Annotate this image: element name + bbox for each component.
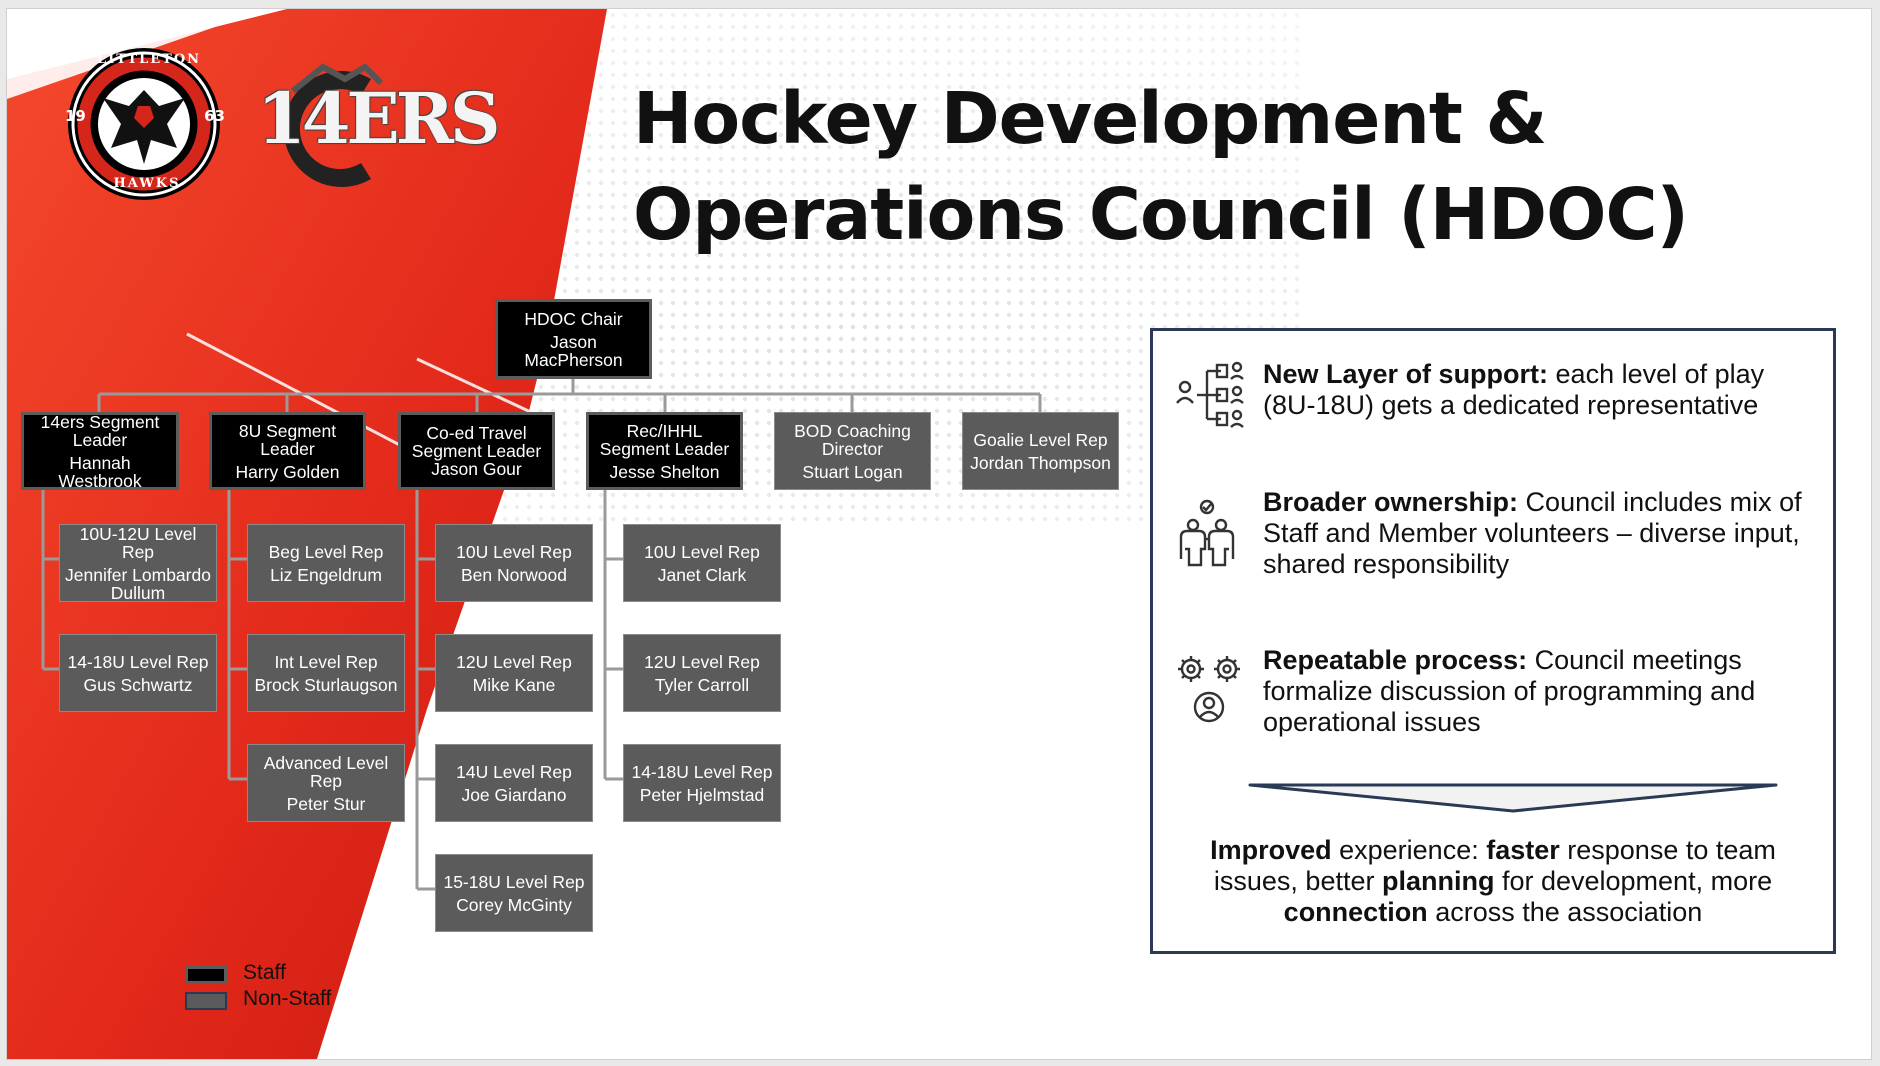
- node-title: 14-18U Level Rep: [67, 651, 209, 672]
- node-title: 14U Level Rep: [456, 761, 572, 782]
- legend-nonstaff-swatch: [185, 992, 227, 1010]
- org-node-level-rep: [435, 524, 593, 602]
- conclusion-arrow: [1248, 781, 1778, 815]
- org-node-level-rep: [623, 634, 781, 712]
- node-name: Jason Gour: [431, 459, 522, 479]
- node-title: Int Level Rep: [274, 651, 378, 672]
- node-title: 12U Level Rep: [644, 651, 760, 672]
- org-node-chair: [495, 299, 652, 379]
- benefit-broader-ownership: Broader ownership: Council includes mix of Staff and Member volunteers – diverse input, shared responsibility: [1263, 487, 1802, 579]
- org-node-level-rep: [623, 524, 781, 602]
- legend-staff-swatch: [185, 966, 227, 984]
- title-line-2: Operations Council (HDOC): [633, 173, 1689, 256]
- node-name: Joe Giardano: [461, 784, 567, 805]
- node-title: 14ers Segment Leader: [40, 411, 160, 450]
- benefit-new-layer: New Layer of support: each level of play (8U-18U) gets a dedicated representative: [1263, 359, 1765, 420]
- benefit-repeatable-process: Repeatable process: Council meetings formalize discussion of programming and operational issues: [1263, 645, 1756, 737]
- node-name: Ben Norwood: [460, 564, 568, 585]
- org-hierarchy-icon: [1175, 359, 1247, 431]
- org-node-level-rep: [247, 524, 405, 602]
- fourteeners-wordmark: 14ERS: [257, 77, 497, 160]
- title-line-1: Hockey Development &: [633, 77, 1547, 160]
- node-title: 15-18U Level Rep: [443, 871, 585, 892]
- org-node-bod-coaching-director: [774, 412, 931, 490]
- node-title: Advanced Level Rep: [263, 752, 389, 791]
- conclusion-text: Improved experience: faster response to team issues, better planning for development, more connection across the association: [1210, 835, 1776, 927]
- org-node-goalie-level-rep: [962, 412, 1119, 490]
- node-name: Hannah Westbrook: [58, 452, 142, 491]
- node-title: Rec/IHHL Segment Leader: [599, 420, 730, 459]
- org-node-level-rep: [435, 744, 593, 822]
- node-name: Peter Hjelmstad: [639, 784, 765, 805]
- node-name: Mike Kane: [472, 674, 556, 695]
- node-title: 10U-12U Level Rep: [79, 523, 197, 562]
- node-name: Corey McGinty: [456, 894, 572, 915]
- org-node-14ers-segment-leader: [21, 412, 179, 490]
- node-name: Peter Stur: [286, 793, 366, 814]
- org-node-level-rep: [59, 524, 217, 602]
- node-title: Co-ed Travel Segment Leader: [411, 423, 542, 461]
- gears-person-icon: [1175, 653, 1247, 725]
- node-name: Jennifer Lombardo Dullum: [65, 564, 211, 603]
- team-ownership-icon: [1175, 499, 1239, 571]
- node-title: Goalie Level Rep: [973, 429, 1108, 450]
- node-name: Jordan Thompson: [970, 452, 1111, 473]
- org-node-coed-travel-segment-leader: [398, 412, 555, 490]
- org-node-rec-ihhl-segment-leader: [586, 412, 743, 490]
- hawks-top-text: LITTLETON: [97, 52, 202, 67]
- node-name: Janet Clark: [657, 564, 747, 585]
- node-title: 10U Level Rep: [456, 541, 572, 562]
- node-title: BOD Coaching Director: [794, 420, 911, 459]
- node-name: Liz Engeldrum: [270, 564, 382, 585]
- node-title: HDOC Chair: [524, 308, 623, 329]
- org-node-level-rep: [435, 854, 593, 932]
- node-name: Jesse Shelton: [609, 461, 720, 482]
- node-name: Jason MacPherson: [524, 331, 623, 370]
- legend-staff-label: Staff: [243, 961, 286, 984]
- page-title: [633, 71, 1733, 263]
- node-name: Gus Schwartz: [83, 674, 193, 695]
- node-title: 10U Level Rep: [644, 541, 760, 562]
- node-name: Harry Golden: [235, 461, 340, 482]
- org-node-level-rep: [59, 634, 217, 712]
- slide: 19 63 LITTLETON HAWKS 14ERS Hockey Development & Operations Council (HDOC) HDOC Chair Jason MacPherson 14ers Segment Leader Hannah Westbrook 8U Segment Leader Harry Golden Co-ed Travel Segment Leader Jason Gour Rec/IHHL Segment Leader Jesse Shelton BOD Coaching Director Stuart Logan Goalie Level Rep Jordan Thompson 10U-12U Level Rep Jennifer Lombardo Dullum 14-18U Level Rep Gus Schwartz Beg Level Rep Liz Engeldrum Int Level Rep Brock Sturlaugson Advanced Level Rep Peter Stur 10U Level Rep Ben Norwood 12U Level Rep Mike Kane 14U Level Rep Joe Giardano 15-18U Level Rep Corey McGinty 10U Level Rep Janet Clark 12U Level Rep Tyler Carroll 14-18U Level Rep Peter Hjelmstad Staff Non-Staff New Layer of support: each level of play (8U-18U) gets a dedicated representative Broader ownership: Council includes mix of Staff and Member volunteers – diverse input, shared responsibility Repeatable process: Council meetings formalize discussion of programming and operational issues Improved experience: faster response to team issues, better planning for development, more connection across the association: [6, 8, 1872, 1060]
- org-node-level-rep: [435, 634, 593, 712]
- benefits-panel: [1150, 328, 1836, 954]
- node-title: 14-18U Level Rep: [631, 761, 773, 782]
- node-title: 12U Level Rep: [456, 651, 572, 672]
- hawks-bottom-text: HAWKS: [113, 176, 181, 191]
- node-title: 8U Segment Leader: [238, 420, 337, 459]
- legend-nonstaff-label: Non-Staff: [243, 987, 332, 1010]
- org-node-8u-segment-leader: [209, 412, 366, 490]
- node-name: Tyler Carroll: [654, 674, 750, 695]
- node-title: Beg Level Rep: [268, 541, 384, 562]
- node-name: Stuart Logan: [802, 461, 903, 482]
- node-name: Brock Sturlaugson: [254, 674, 398, 695]
- org-node-level-rep: [623, 744, 781, 822]
- org-node-level-rep: [247, 744, 405, 822]
- org-node-level-rep: [247, 634, 405, 712]
